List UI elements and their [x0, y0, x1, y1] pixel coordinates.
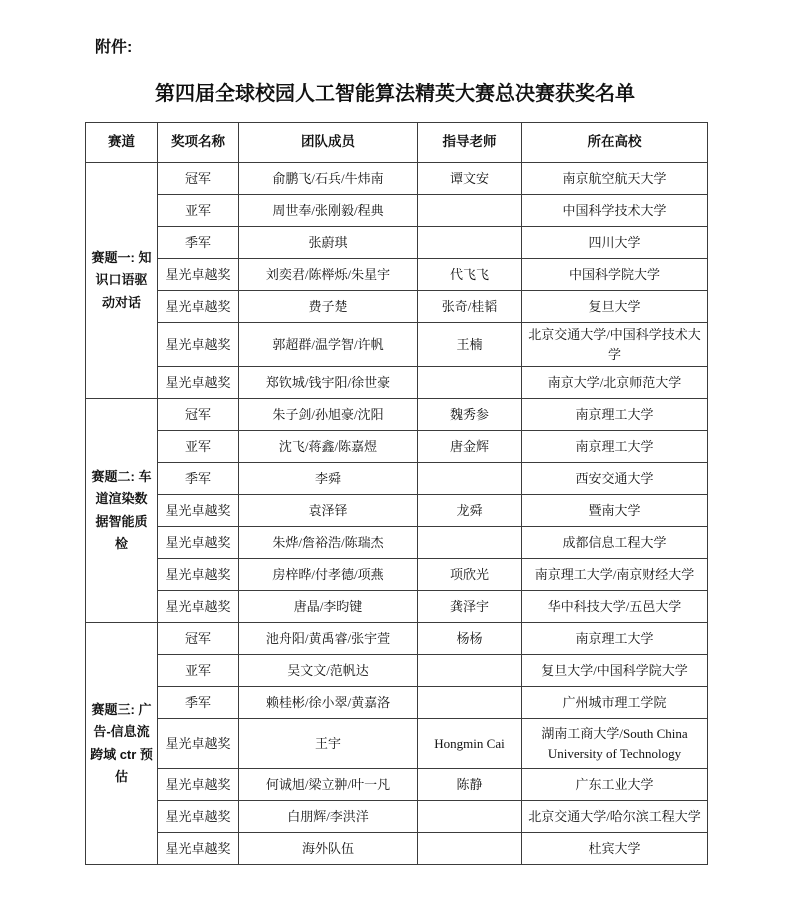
- team-cell: 李舜: [239, 463, 418, 495]
- advisor-cell: 陈静: [418, 769, 522, 801]
- column-header-university: 所在高校: [522, 123, 708, 163]
- university-cell: 暨南大学: [522, 495, 708, 527]
- award-cell: 星光卓越奖: [158, 495, 239, 527]
- university-cell: 四川大学: [522, 227, 708, 259]
- team-cell: 刘奕君/陈榉烁/朱星宇: [239, 259, 418, 291]
- team-cell: 费子楚: [239, 291, 418, 323]
- award-cell: 季军: [158, 687, 239, 719]
- university-cell: 北京交通大学/中国科学技术大学: [522, 323, 708, 367]
- table-row: [86, 687, 708, 719]
- award-cell: 星光卓越奖: [158, 801, 239, 833]
- team-cell: 郑钦城/钱宇阳/徐世豪: [239, 367, 418, 399]
- university-cell: 成都信息工程大学: [522, 527, 708, 559]
- advisor-cell: [418, 195, 522, 227]
- award-cell: 季军: [158, 463, 239, 495]
- university-cell: 南京理工大学: [522, 623, 708, 655]
- team-cell: 房梓晔/付孝德/项燕: [239, 559, 418, 591]
- award-cell: 星光卓越奖: [158, 833, 239, 865]
- team-cell: 沈飞/蒋鑫/陈嘉煜: [239, 431, 418, 463]
- column-header-award: 奖项名称: [158, 123, 239, 163]
- award-cell: 季军: [158, 227, 239, 259]
- advisor-cell: 谭文安: [418, 163, 522, 195]
- university-cell: 广州城市理工学院: [522, 687, 708, 719]
- column-header-team: 团队成员: [239, 123, 418, 163]
- award-cell: 星光卓越奖: [158, 367, 239, 399]
- university-cell: 北京交通大学/哈尔滨工程大学: [522, 801, 708, 833]
- table-row: [86, 655, 708, 687]
- award-cell: 星光卓越奖: [158, 527, 239, 559]
- advisor-cell: [418, 687, 522, 719]
- advisor-cell: 杨杨: [418, 623, 522, 655]
- page-title: 第四届全球校园人工智能算法精英大赛总决赛获奖名单: [155, 83, 635, 105]
- column-header-advisor: 指导老师: [418, 123, 522, 163]
- advisor-cell: 张奇/桂韬: [418, 291, 522, 323]
- table-row: [86, 769, 708, 801]
- advisor-cell: 龚泽宇: [418, 591, 522, 623]
- team-cell: 朱烨/詹裕浩/陈瑞杰: [239, 527, 418, 559]
- university-cell: 广东工业大学: [522, 769, 708, 801]
- university-cell: 华中科技大学/五邑大学: [522, 591, 708, 623]
- advisor-cell: 龙舜: [418, 495, 522, 527]
- table-row: [86, 291, 708, 323]
- award-cell: 冠军: [158, 623, 239, 655]
- award-cell: 星光卓越奖: [158, 591, 239, 623]
- table-row: [86, 801, 708, 833]
- university-cell: 复旦大学: [522, 291, 708, 323]
- university-cell: 杜宾大学: [522, 833, 708, 865]
- advisor-cell: [418, 833, 522, 865]
- university-cell: 西安交通大学: [522, 463, 708, 495]
- advisor-cell: 魏秀参: [418, 399, 522, 431]
- university-cell: 中国科学技术大学: [522, 195, 708, 227]
- table-row: [86, 833, 708, 865]
- award-cell: 星光卓越奖: [158, 769, 239, 801]
- award-cell: 亚军: [158, 431, 239, 463]
- table-row: [86, 591, 708, 623]
- award-cell: 星光卓越奖: [158, 259, 239, 291]
- team-cell: 郭超群/温学智/许帆: [239, 323, 418, 367]
- track-label-cell: 赛题一: 知识口语驱动对话: [86, 163, 158, 399]
- team-cell: 王宇: [239, 719, 418, 769]
- table-row: [86, 259, 708, 291]
- table-row: [86, 527, 708, 559]
- attachment-label: 附件:: [95, 39, 133, 56]
- award-cell: 星光卓越奖: [158, 719, 239, 769]
- team-cell: 吴文文/范帆达: [239, 655, 418, 687]
- header-row: [86, 123, 708, 163]
- track-label-cell: 赛题二: 车道渲染数据智能质检: [86, 399, 158, 623]
- award-cell: 冠军: [158, 399, 239, 431]
- table-row: [86, 323, 708, 367]
- advisor-cell: 王楠: [418, 323, 522, 367]
- team-cell: 周世奉/张刚毅/程典: [239, 195, 418, 227]
- award-cell: 星光卓越奖: [158, 323, 239, 367]
- advisor-cell: Hongmin Cai: [418, 719, 522, 769]
- table-row: [86, 399, 708, 431]
- team-cell: 唐晶/李昀键: [239, 591, 418, 623]
- advisor-cell: 项欣光: [418, 559, 522, 591]
- award-cell: 亚军: [158, 655, 239, 687]
- team-cell: 池舟阳/黄禹睿/张宇萱: [239, 623, 418, 655]
- team-cell: 俞鹏飞/石兵/牛炜南: [239, 163, 418, 195]
- university-cell: 湖南工商大学/South China University of Technology: [522, 719, 708, 769]
- team-cell: 赖桂彬/徐小翠/黄嘉洛: [239, 687, 418, 719]
- university-cell: 南京航空航天大学: [522, 163, 708, 195]
- university-cell: 复旦大学/中国科学院大学: [522, 655, 708, 687]
- team-cell: 海外队伍: [239, 833, 418, 865]
- table-header: [86, 123, 708, 163]
- table-row: [86, 367, 708, 399]
- team-cell: 何诚旭/梁立翀/叶一凡: [239, 769, 418, 801]
- table-row: [86, 463, 708, 495]
- column-header-track: 赛道: [86, 123, 158, 163]
- table-row: [86, 431, 708, 463]
- awards-table: [85, 122, 708, 865]
- university-cell: 中国科学院大学: [522, 259, 708, 291]
- table-row: [86, 719, 708, 769]
- award-cell: 星光卓越奖: [158, 559, 239, 591]
- university-cell: 南京理工大学: [522, 431, 708, 463]
- advisor-cell: [418, 463, 522, 495]
- track-label-cell: 赛题三: 广告-信息流跨域 ctr 预估: [86, 623, 158, 865]
- team-cell: 张蔚琪: [239, 227, 418, 259]
- advisor-cell: [418, 801, 522, 833]
- table-row: [86, 163, 708, 195]
- award-cell: 亚军: [158, 195, 239, 227]
- advisor-cell: [418, 367, 522, 399]
- advisor-cell: 代飞飞: [418, 259, 522, 291]
- advisor-cell: [418, 655, 522, 687]
- university-cell: 南京理工大学: [522, 399, 708, 431]
- university-cell: 南京大学/北京师范大学: [522, 367, 708, 399]
- advisor-cell: [418, 527, 522, 559]
- advisor-cell: [418, 227, 522, 259]
- advisor-cell: 唐金辉: [418, 431, 522, 463]
- team-cell: 朱子剑/孙旭豪/沈阳: [239, 399, 418, 431]
- table-row: [86, 495, 708, 527]
- table-row: [86, 559, 708, 591]
- team-cell: 袁泽铎: [239, 495, 418, 527]
- university-cell: 南京理工大学/南京财经大学: [522, 559, 708, 591]
- table-row: [86, 623, 708, 655]
- team-cell: 白朋辉/李洪洋: [239, 801, 418, 833]
- award-cell: 星光卓越奖: [158, 291, 239, 323]
- table-row: [86, 195, 708, 227]
- award-cell: 冠军: [158, 163, 239, 195]
- table-row: [86, 227, 708, 259]
